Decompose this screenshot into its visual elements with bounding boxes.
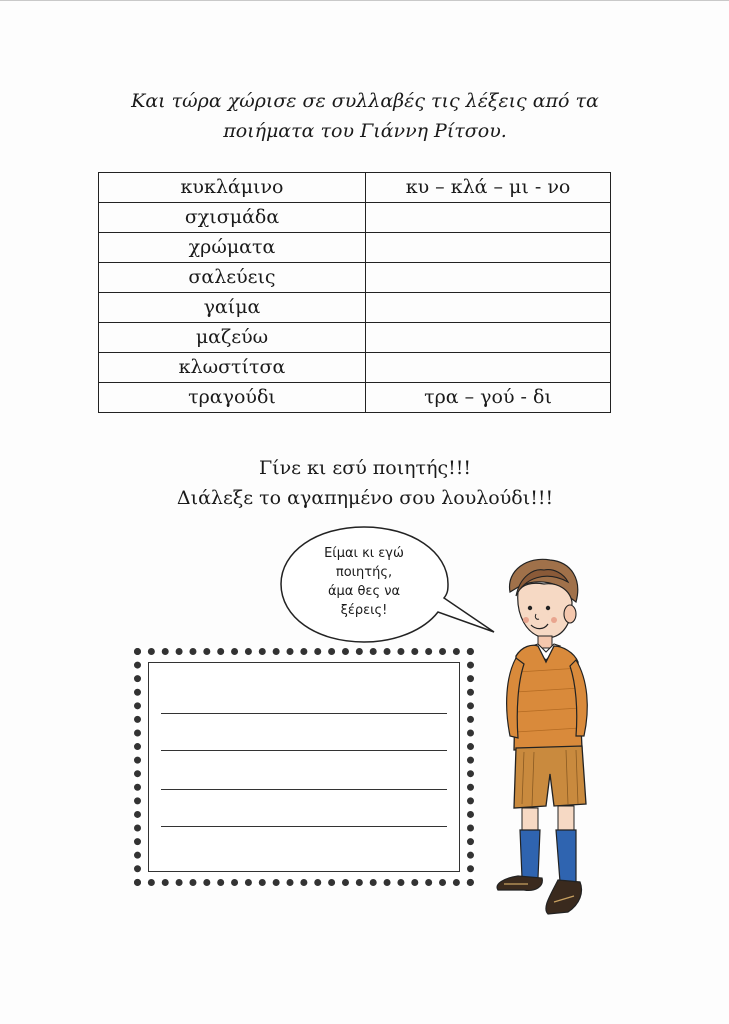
boy-poet-icon bbox=[488, 552, 598, 922]
word-cell: κλωστίτσα bbox=[99, 353, 366, 383]
table-row bbox=[99, 293, 611, 323]
table-row bbox=[99, 353, 611, 383]
table-row bbox=[99, 263, 611, 293]
boy-illustration bbox=[488, 552, 598, 922]
word-cell: χρώματα bbox=[99, 233, 366, 263]
writing-line[interactable] bbox=[161, 713, 447, 714]
poet-prompt bbox=[60, 453, 670, 513]
prompt-line-2: Διάλεξε το αγαπημένο σου λουλούδι!!! bbox=[176, 487, 554, 509]
bubble-line-4: ξέρεις! bbox=[340, 603, 388, 618]
syllable-table bbox=[98, 172, 611, 413]
word-cell: κυκλάμινο bbox=[99, 173, 366, 203]
word-cell: μαζεύω bbox=[99, 323, 366, 353]
speech-bubble-text bbox=[296, 544, 432, 620]
instructions-line-2: ποιήματα του Γιάννη Ρίτσου. bbox=[223, 120, 507, 142]
syllables-cell[interactable] bbox=[366, 323, 611, 353]
prompt-line-1: Γίνε κι εσύ ποιητής!!! bbox=[258, 457, 472, 479]
instructions bbox=[60, 86, 670, 146]
speech-bubble bbox=[278, 524, 450, 646]
word-cell: τραγούδι bbox=[99, 383, 366, 413]
bubble-line-1: Είμαι κι εγώ bbox=[324, 546, 404, 561]
table-row bbox=[99, 233, 611, 263]
word-cell: σαλεύεις bbox=[99, 263, 366, 293]
syllables-cell[interactable] bbox=[366, 263, 611, 293]
syllables-cell[interactable] bbox=[366, 293, 611, 323]
word-cell: γαίμα bbox=[99, 293, 366, 323]
table-row bbox=[99, 323, 611, 353]
instructions-line-1: Και τώρα χώρισε σε συλλαβές τις λέξεις από τα bbox=[131, 90, 599, 112]
syllables-cell[interactable] bbox=[366, 203, 611, 233]
writing-line[interactable] bbox=[161, 789, 447, 790]
writing-area[interactable] bbox=[148, 662, 460, 872]
table-row bbox=[99, 383, 611, 413]
bubble-line-2: ποιητής, bbox=[335, 565, 393, 580]
table-row bbox=[99, 203, 611, 233]
syllables-cell[interactable] bbox=[366, 353, 611, 383]
bubble-line-3: άμα θες να bbox=[327, 584, 401, 599]
word-cell: σχισμάδα bbox=[99, 203, 366, 233]
writing-line[interactable] bbox=[161, 826, 447, 827]
page-edge bbox=[0, 0, 729, 7]
table-row bbox=[99, 173, 611, 203]
writing-frame bbox=[134, 648, 474, 886]
writing-line[interactable] bbox=[161, 750, 447, 751]
syllables-cell[interactable]: τρα – γού - δι bbox=[366, 383, 611, 413]
syllables-cell[interactable] bbox=[366, 233, 611, 263]
syllables-cell[interactable]: κυ – κλά – μι - νο bbox=[366, 173, 611, 203]
